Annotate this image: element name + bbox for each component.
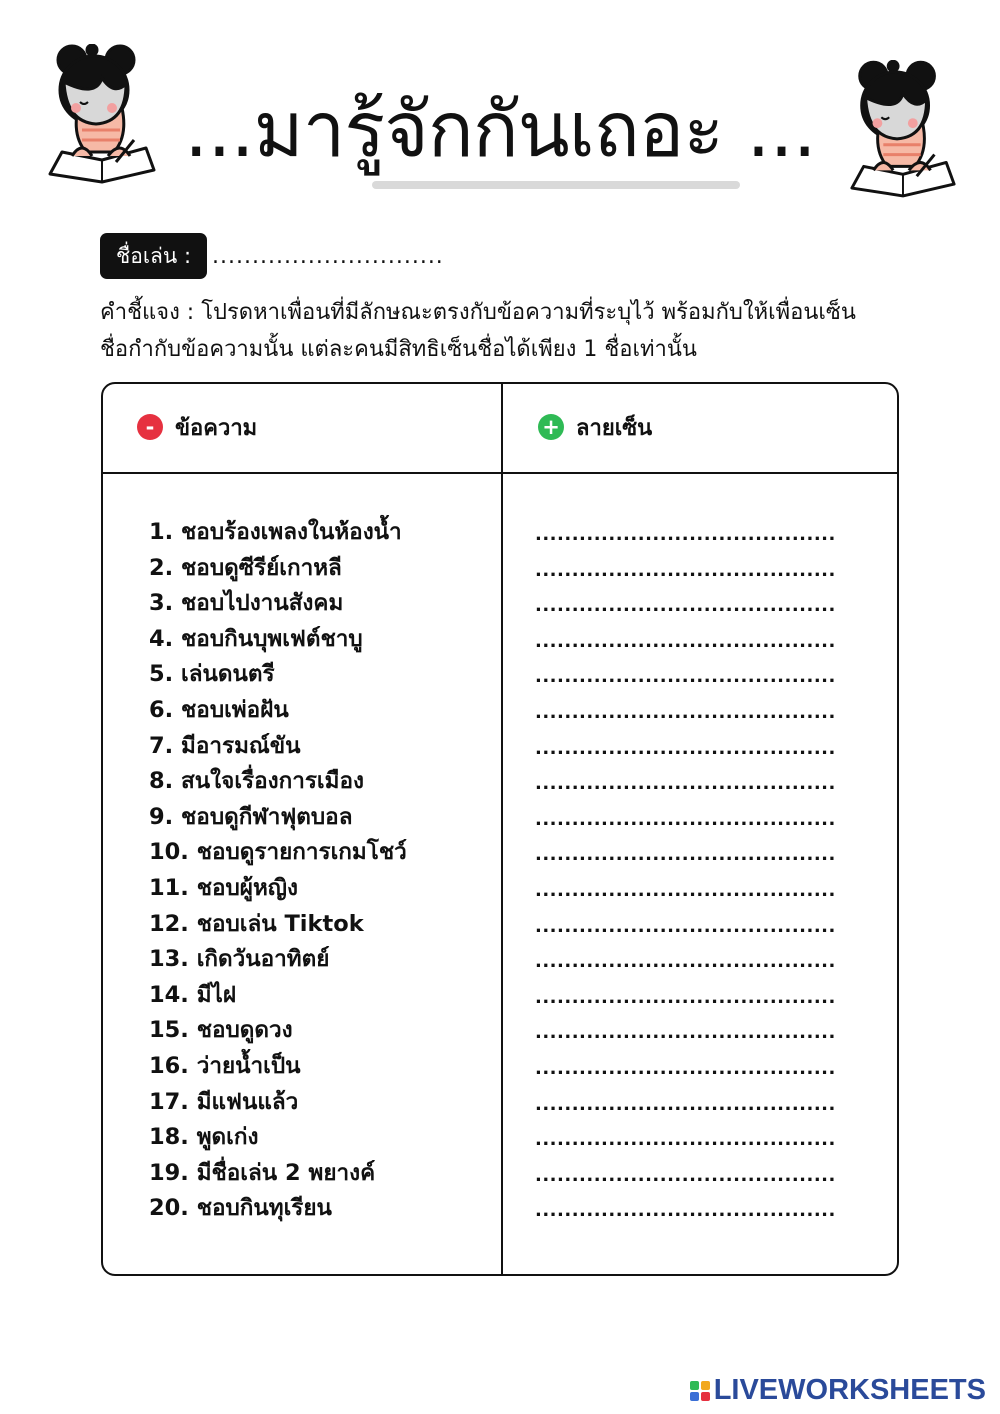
statement-item: 20. ชอบกินทุเรียน	[149, 1195, 332, 1222]
liveworksheets-wordmark: LIVEWORKSHEETS	[713, 1374, 986, 1406]
signature-line[interactable]: .........................................	[535, 701, 836, 723]
liveworksheets-brand	[690, 1374, 986, 1407]
signature-table	[101, 382, 899, 1276]
signature-line[interactable]: .........................................	[535, 1164, 836, 1186]
statement-item: 9. ชอบดูกีฬาฟุตบอล	[149, 803, 353, 830]
header-signature-label: ลายเซ็น	[576, 415, 653, 441]
signature-line[interactable]: .........................................	[535, 1057, 836, 1079]
statement-item: 10. ชอบดูรายการเกมโชว์	[149, 839, 407, 866]
statement-item: 6. ชอบเพ่อฝัน	[149, 696, 289, 723]
statement-item: 4. ชอบกินบุพเฟต์ชาบู	[149, 625, 363, 652]
statement-item: 3. ชอบไปงานสังคม	[149, 590, 344, 617]
logo-square-red	[701, 1392, 710, 1401]
statement-item: 7. มีอารมณ์ขัน	[149, 732, 301, 759]
instruction-text	[100, 294, 920, 368]
signature-line[interactable]: .........................................	[535, 1129, 836, 1151]
instruction-line-1: คำชี้แจง : โปรดหาเพื่อนที่มีลักษณะตรงกับข้อความที่ระบุไว้ พร้อมกับให้เพื่อนเซ็น	[100, 300, 856, 325]
statement-item: 18. พูดเก่ง	[149, 1124, 259, 1151]
nickname-label: ชื่อเล่น :	[100, 233, 207, 279]
nickname-input-line[interactable]: .............................	[212, 244, 444, 269]
header-statement-label: ข้อความ	[175, 415, 258, 441]
signature-line[interactable]: .........................................	[535, 915, 836, 937]
logo-square-yellow	[701, 1381, 710, 1390]
column-divider	[501, 384, 503, 1274]
signature-line[interactable]: .........................................	[535, 773, 836, 795]
statement-item: 11. ชอบผู้หญิง	[149, 874, 298, 901]
signature-line[interactable]: .........................................	[535, 951, 836, 973]
statement-item: 16. ว่ายน้ำเป็น	[149, 1052, 301, 1079]
header-signature	[538, 404, 652, 450]
liveworksheets-logo-icon	[690, 1381, 710, 1401]
statement-item: 17. มีแฟนแล้ว	[149, 1088, 299, 1115]
statement-item: 2. ชอบดูซีรีย์เกาหลี	[149, 554, 342, 581]
logo-square-blue	[690, 1392, 699, 1401]
statement-item: 1. ชอบร้องเพลงในห้องน้ำ	[149, 519, 402, 545]
statement-list	[149, 515, 407, 1227]
signature-line[interactable]: .........................................	[535, 879, 836, 901]
statement-item: 19. มีชื่อเล่น 2 พยางค์	[149, 1159, 376, 1186]
statement-item: 15. ชอบดูดวง	[149, 1017, 293, 1044]
statement-item: 13. เกิดวันอาทิตย์	[149, 946, 330, 973]
signature-line[interactable]: .........................................	[535, 844, 836, 866]
signature-line[interactable]: .........................................	[535, 1022, 836, 1044]
signature-line[interactable]: .........................................	[535, 1200, 836, 1222]
header-divider	[103, 472, 897, 474]
signature-line[interactable]: .........................................	[535, 737, 836, 759]
page-title: ...มารู้จักกันเถอะ ...	[184, 85, 816, 174]
plus-icon: +	[538, 414, 564, 440]
instruction-line-2: ชื่อกำกับข้อความนั้น แต่ละคนมีสิทธิเซ็นชื่อได้เพียง 1 ชื่อเท่านั้น	[100, 337, 697, 362]
statement-item: 12. ชอบเล่น Tiktok	[149, 910, 364, 937]
signature-line[interactable]: .........................................	[535, 808, 836, 830]
statement-item: 14. มีไฝ	[149, 981, 237, 1008]
signature-line[interactable]: .........................................	[535, 595, 836, 617]
logo-square-green	[690, 1381, 699, 1390]
title-underline	[372, 181, 740, 189]
header-statement	[137, 404, 257, 450]
statement-item: 8. สนใจเรื่องการเมือง	[149, 768, 364, 795]
signature-line[interactable]: .........................................	[535, 524, 836, 545]
signature-line[interactable]: .........................................	[535, 559, 836, 581]
signature-list	[535, 515, 836, 1227]
minus-icon: -	[137, 414, 163, 440]
signature-line[interactable]: .........................................	[535, 1093, 836, 1115]
statement-item: 5. เล่นดนตรี	[149, 661, 275, 688]
signature-line[interactable]: .........................................	[535, 986, 836, 1008]
signature-line[interactable]: .........................................	[535, 630, 836, 652]
signature-line[interactable]: .........................................	[535, 666, 836, 688]
